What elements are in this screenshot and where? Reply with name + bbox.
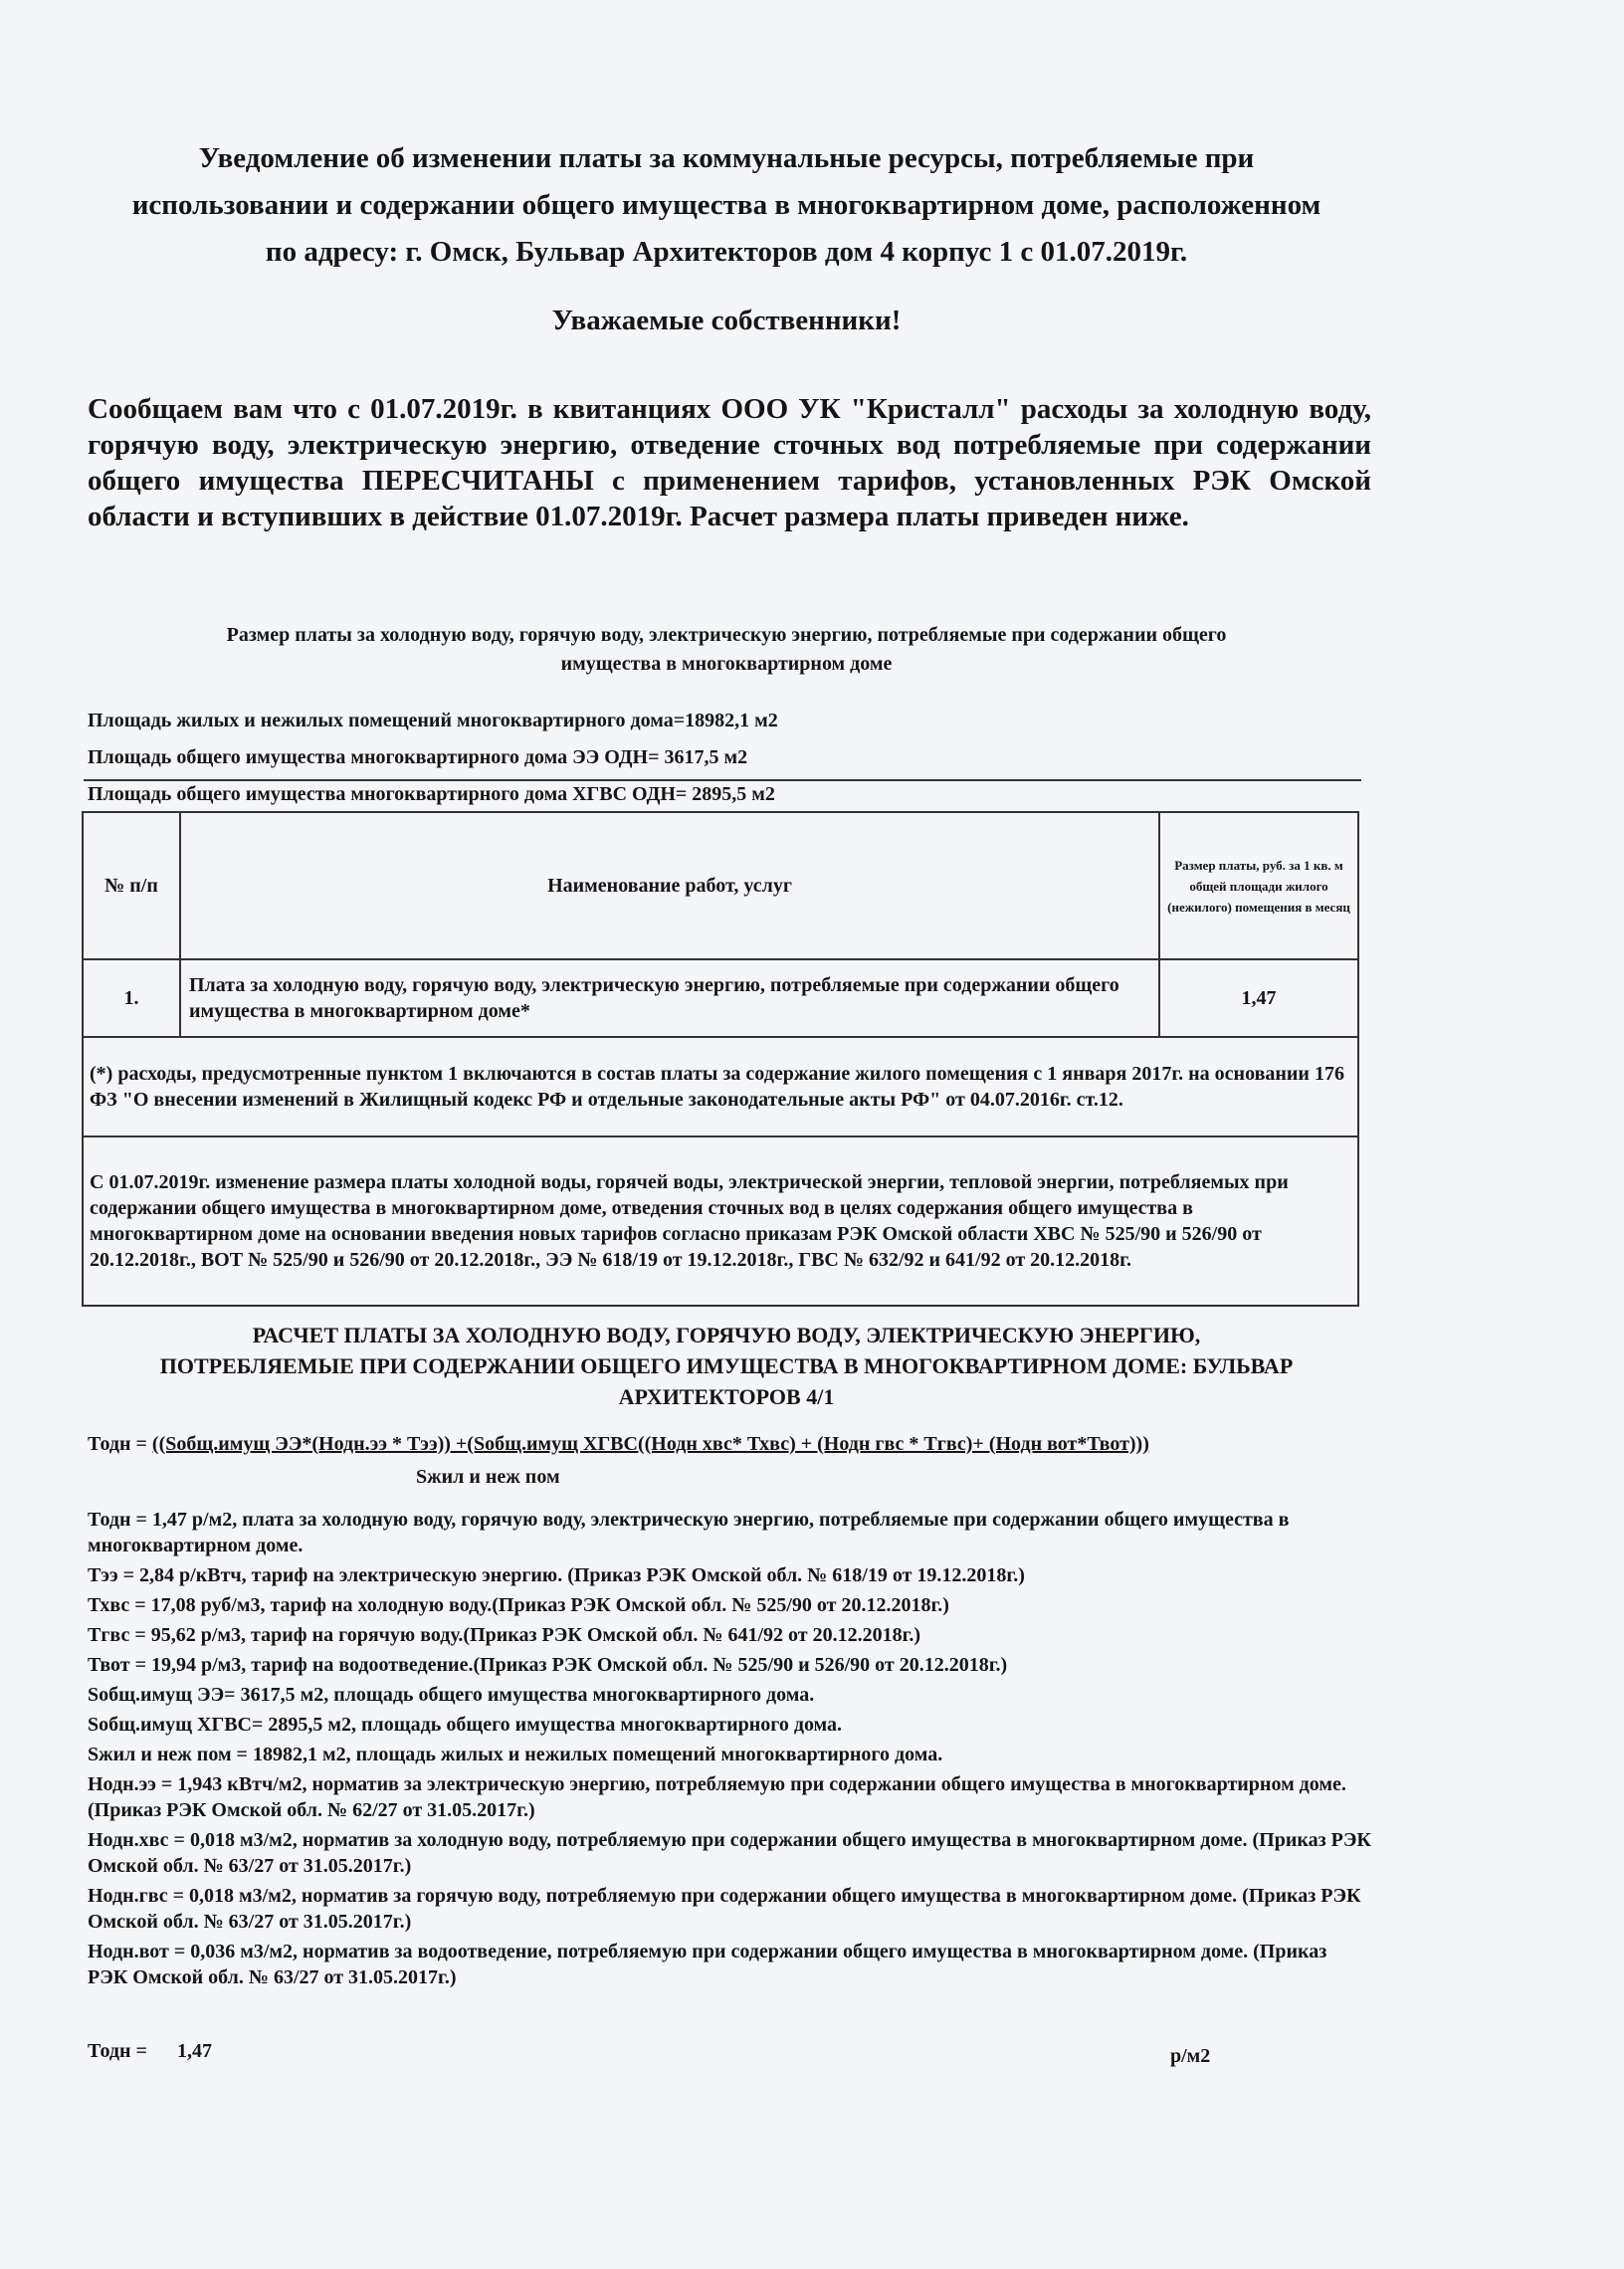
divider-line bbox=[84, 779, 1361, 781]
definition-item: Твот = 19,94 р/м3, тариф на водоотведение.(Приказ РЭК Омской обл. № 525/90 и 526/90 от 20.12.2018г.) bbox=[88, 1654, 1008, 1676]
footnote: (*) расходы, предусмотренные пунктом 1 включаются в состав платы за содержание жилого помещения с 1 января 2017г. на основании 176 ФЗ "О внесении изменений в Жилищный кодекс РФ и отдельные законодательные акты РФ" от 04.07.2016г. ст.12. bbox=[83, 1037, 1358, 1136]
formula-prefix: Тодн = bbox=[88, 1433, 152, 1455]
fee-heading-line: имущества в многоквартирном доме bbox=[560, 653, 893, 675]
area-common-electric: Площадь общего имущества многоквартирного дома ЭЭ ОДН= 3617,5 м2 bbox=[88, 746, 748, 768]
table-header-row bbox=[83, 812, 1358, 959]
definition-item: Тгвс = 95,62 р/м3, тариф на горячую воду.(Приказ РЭК Омской обл. № 641/92 от 20.12.2018г.) bbox=[88, 1624, 921, 1646]
definition-item: Тхвс = 17,08 руб/м3, тариф на холодную воду.(Приказ РЭК Омской обл. № 525/90 от 20.12.2018г.) bbox=[88, 1594, 949, 1616]
fee-section-heading bbox=[80, 621, 1373, 679]
row-service-name: Плата за холодную воду, горячую воду, электрическую энергию, потребляемые при содержании общего имущества в многоквартирном доме* bbox=[180, 959, 1159, 1037]
area-residential: Площадь жилых и нежилых помещений многоквартирного дома=18982,1 м2 bbox=[88, 710, 778, 731]
tariff-change-note: С 01.07.2019г. изменение размера платы холодной воды, горячей воды, электрической энергии, тепловой энергии, потребляемых при содержании общего имущества в многоквартирном доме, отведения сточных вод в целях содержания общего имущества в многоквартирном доме на основании введения новых тарифов согласно приказам РЭК Омской области ХВС № 525/90 и 526/90 от 20.12.2018г., ВОТ № 525/90 и 526/90 от 20.12.2018г., ЭЭ № 618/19 от 19.12.2018г., ГВС № 632/92 и 641/92 от 20.12.2018г. bbox=[83, 1136, 1358, 1306]
calc-heading-line: АРХИТЕКТОРОВ 4/1 bbox=[618, 1384, 835, 1409]
result-unit: р/м2 bbox=[1170, 2045, 1211, 2067]
formula bbox=[88, 1433, 1381, 1456]
row-number: 1. bbox=[83, 959, 180, 1037]
table-note-row bbox=[83, 1037, 1358, 1136]
header-service-name: Наименование работ, услуг bbox=[180, 812, 1159, 959]
formula-denominator: Sжил и неж пом bbox=[416, 1466, 560, 1488]
definition-item: Тодн = 1,47 р/м2, плата за холодную воду, горячую воду, электрическую энергию, потребляемые при содержании общего имущества в многоквартирном доме. bbox=[88, 1509, 1290, 1556]
notice-title bbox=[80, 135, 1373, 276]
definition-item: Sобщ.имущ ХГВС= 2895,5 м2, площадь общего имущества многоквартирного дома. bbox=[88, 1714, 843, 1736]
definition-item: Sобщ.имущ ЭЭ= 3617,5 м2, площадь общего имущества многоквартирного дома. bbox=[88, 1684, 815, 1706]
table-row bbox=[83, 959, 1358, 1037]
calculation-heading bbox=[80, 1320, 1373, 1412]
row-fee: 1,47 bbox=[1159, 959, 1358, 1037]
result-label: Тодн = bbox=[88, 2040, 147, 2062]
area-common-water: Площадь общего имущества многоквартирного дома ХГВС ОДН= 2895,5 м2 bbox=[88, 783, 775, 805]
header-fee: Размер платы, руб. за 1 кв. м общей площади жилого (нежилого) помещения в месяц bbox=[1159, 812, 1358, 959]
definition-item: Тээ = 2,84 р/кВтч, тариф на электрическую энергию. (Приказ РЭК Омской обл. № 618/19 от 19.12.2018г.) bbox=[88, 1564, 1025, 1586]
definition-item: Нодн.ээ = 1,943 кВтч/м2, норматив за электрическую энергию, потребляемую при содержании общего имущества в многоквартирном доме.(Приказ РЭК Омской обл. № 62/27 от 31.05.2017г.) bbox=[88, 1773, 1346, 1821]
notice-title-line: по адресу: г. Омск, Бульвар Архитекторов дом 4 корпус 1 с 01.07.2019г. bbox=[265, 236, 1188, 268]
header-number: № п/п bbox=[83, 812, 180, 959]
result-value: 1,47 bbox=[177, 2040, 212, 2062]
definition-item: Нодн.вот = 0,036 м3/м2, норматив за водоотведение, потребляемую при содержании общего имущества в многоквартирном доме. (Приказ РЭК Омской обл. № 63/27 от 31.05.2017г.) bbox=[88, 1941, 1327, 1988]
calc-heading-line: РАСЧЕТ ПЛАТЫ ЗА ХОЛОДНУЮ ВОДУ, ГОРЯЧУЮ ВОДУ, ЭЛЕКТРИЧЕСКУЮ ЭНЕРГИЮ, bbox=[252, 1323, 1201, 1347]
salutation: Уважаемые собственники! bbox=[551, 305, 902, 336]
definition-item: Sжил и неж пом = 18982,1 м2, площадь жилых и нежилых помещений многоквартирного дома. bbox=[88, 1744, 943, 1765]
definitions-list bbox=[88, 1507, 1371, 1994]
notice-title-line: использовании и содержании общего имущества в многоквартирном доме, расположенном bbox=[131, 189, 1321, 221]
notice-title-line: Уведомление об изменении платы за коммунальные ресурсы, потребляемые при bbox=[198, 142, 1255, 174]
fee-heading-line: Размер платы за холодную воду, горячую воду, электрическую энергию, потребляемые при содержании общего bbox=[226, 624, 1227, 646]
calc-heading-line: ПОТРЕБЛЯЕМЫЕ ПРИ СОДЕРЖАНИИ ОБЩЕГО ИМУЩЕСТВА В МНОГОКВАРТИРНОМ ДОМЕ: БУЛЬВАР bbox=[159, 1353, 1294, 1378]
fee-table bbox=[82, 811, 1359, 1307]
definition-item: Нодн.гвс = 0,018 м3/м2, норматив за горячую воду, потребляемую при содержании общего имущества в многоквартирном доме. (Приказ РЭК Омской обл. № 63/27 от 31.05.2017г.) bbox=[88, 1885, 1361, 1933]
formula-numerator: ((Sобщ.имущ ЭЭ*(Нодн.ээ * Тээ)) +(Sобщ.имущ ХГВС((Нодн хвс* Тхвс) + (Нодн гвс * Тгвс)+ (Нодн вот*Твот))) bbox=[151, 1433, 1149, 1455]
table-note-row bbox=[83, 1136, 1358, 1306]
intro-paragraph: Сообщаем вам что с 01.07.2019г. в квитанциях ООО УК "Кристалл" расходы за холодную воду, горячую воду, электрическую энергию, отведение сточных вод потребляемые при содержании общего имущества ПЕРЕСЧИТАНЫ с применением тарифов, установленных РЭК Омской области и вступивших в действие 01.07.2019г. Расчет размера платы приведен ниже. bbox=[88, 393, 1371, 532]
definition-item: Нодн.хвс = 0,018 м3/м2, норматив за холодную воду, потребляемую при содержании общего имущества в многоквартирном доме. (Приказ РЭК Омской обл. № 63/27 от 31.05.2017г.) bbox=[88, 1829, 1371, 1877]
